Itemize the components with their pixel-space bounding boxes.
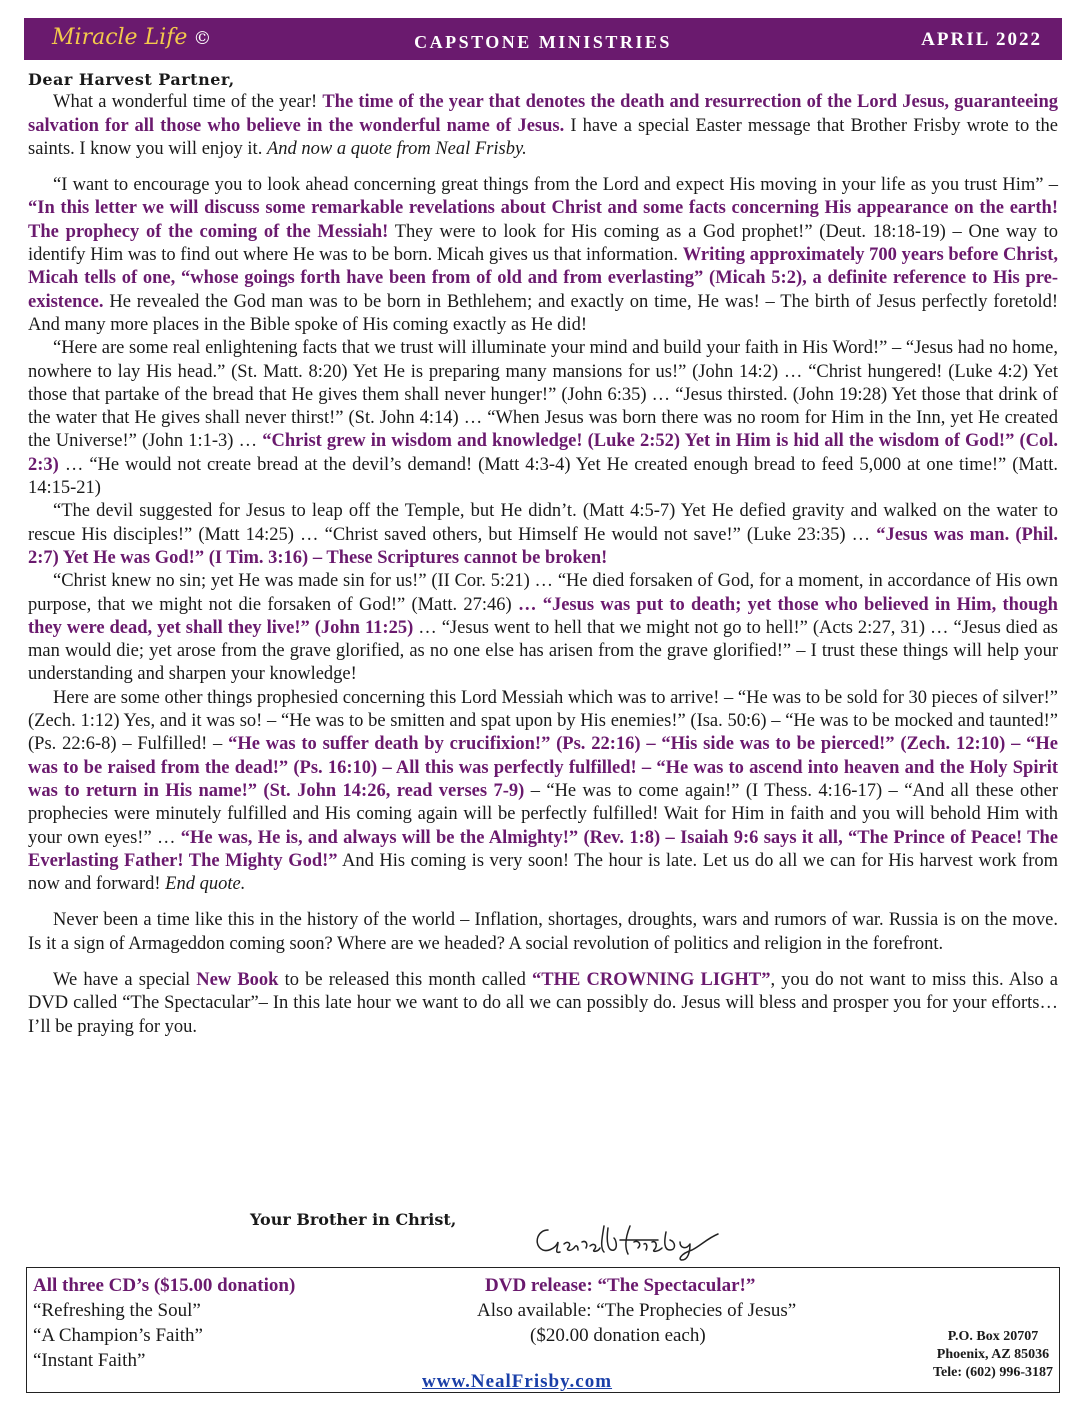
paragraph-7: Never been a time like this in the history of the world – Inflation, shortages, droughts, wars and rumors of war. Russia is on the move. Is it a sign of Armageddon coming soon? Where are we headed? A social revolution of politics and religion in the forefront. — [28, 910, 1058, 954]
copyright-symbol: © — [193, 28, 212, 49]
brand-name: Miracle Life — [52, 25, 188, 50]
cd-item: “Refreshing the Soul” — [33, 1300, 201, 1321]
paragraph-6: Here are some other things prophesied concerning this Lord Messiah which was to arrive! – “He was to be sold for 30 pieces of silver!” (Zech. 1:12) Yes, and it was so! – “He was to be smitten and spat upon by His enemies!” (Isa. 50:6) – “He was to be mocked and taunted!” (Ps. 22:6-8) – Fulfilled! – “He was to suffer death by crucifixion!” (Ps. 22:16) – “His side was to be pierced!” (Zech. 12:10) – “He was to be raised from the dead!” (Ps. 16:10) – All this was perfectly fulfilled! – “He was to ascend into heaven and the Holy Spirit was to return in His name!” (St. John 14:26, read verses 7-9) – “He was to come again!” (I Thess. 4:16-17) – “And all these other prophecies were minutely fulfilled and His coming again will be perfectly fulfilled! Wait for Him in faith and you will behold Him with your own eyes!” … “He was, He is, and always will be the Almighty!” (Rev. 1:8) – Isaiah 9:6 says it all, “The Prince of Peace! The Everlasting Father! The Mighty God!” And His coming is very soon! The hour is late. Let us do all we can for His harvest work from now and forward! End quote. — [28, 687, 1059, 895]
city-line: Phoenix, AZ 85036 — [936, 1347, 1050, 1362]
po-box: P.O. Box 20707 — [947, 1329, 1039, 1344]
paragraph-4: “The devil suggested for Jesus to leap off the Temple, but He didn’t. (Matt 4:5-7) Yet He defied gravity and walked on the water to rescue His disciples!” (Matt 14:25) … “Christ saved others, but Himself He would not save!” (Luke 23:35) … “Jesus was man. (Phil. 2:7) Yet He was God!” (I Tim. 3:16) – These Scriptures cannot be broken! — [28, 501, 1058, 568]
website-link[interactable]: www.NealFrisby.com — [422, 1371, 613, 1392]
mailing-address — [933, 1328, 1053, 1382]
letter-body — [28, 68, 1058, 1039]
phone-number: Tele: (602) 996-3187 — [932, 1365, 1053, 1380]
paragraph-3: “Here are some real enlightening facts that we trust will illuminate your mind and build your faith in His Word!” – “Jesus had no home, nowhere to lay His head.” (St. Matt. 8:20) Yet He is preparing many mansions for us!” (John 14:2) … “Christ hungered! (Luke 4:2) Yet those that partake of the bread that He gives them shall never hunger!” (John 6:35) … “Jesus thirsted. (John 19:28) Yet those that drink of the water that He gives shall never thirst!” (St. John 4:14) … “When Jesus was born there was no room for Him in the Inn, yet He created the Universe!” (John 1:1-3) … “Christ grew in wisdom and knowledge! (Luke 2:52) Yet in Him is hid all the wisdom of God!” (Col. 2:3) … “He would not create bread at the devil’s demand! (Matt 4:3-4) Yet He created enough bread to feed 5,000 at one time!” (Matt. 14:15-21) — [28, 338, 1058, 499]
issue-date: APRIL 2022 — [921, 29, 1042, 50]
paragraph-2: “I want to encourage you to look ahead concerning great things from the Lord and expect His moving in your life as you trust Him” – “In this letter we will discuss some remarkable revelations about Christ and some facts concerning His appearance on the earth! The prophecy of the coming of the Messiah! They were to look for His coming as a God prophet!” (Deut. 18:18-19) – One way to identify Him was to find out where He was to be born. Micah gives us that information. Writing approximately 700 years before Christ, Micah tells of one, “whose goings forth have been from of old and from everlasting” (Micah 5:2), a definite reference to His pre-existence. He revealed the God man was to be born in Bethlehem; and exactly on time, He was! – The birth of Jesus perfectly foretold! And many more places in the Bible spoke of His coming exactly as He did! — [28, 175, 1058, 335]
signature-image — [530, 1218, 730, 1262]
header-banner — [24, 18, 1062, 60]
order-info-box — [26, 1267, 1060, 1393]
cds-heading: All three CD’s ($15.00 donation) — [33, 1275, 296, 1296]
closing-line: Your Brother in Christ, — [250, 1210, 457, 1229]
paragraph-8: We have a special New Book to be released this month called “THE CROWNING LIGHT”, you do not want to miss this. Also a DVD called “The Spectacular”– In this late hour we want to do all we can possibly do. Jesus will bless and prosper you for your efforts… I’ll be praying for you. — [28, 969, 1059, 1037]
paragraph-1: What a wonderful time of the year! The time of the year that denotes the death and resurrection of the Lord Jesus, guaranteeing salvation for all those who believe in the wonderful name of Jesus. I have a special Easter message that Brother Frisby wrote to the saints. I know you will enjoy it. And now a quote from Neal Frisby. — [28, 92, 1058, 159]
paragraph-5: “Christ knew no sin; yet He was made sin for us!” (II Cor. 5:21) … “He died forsaken of God, for a moment, in accordance of His own purpose, that we might not die forsaken of God!” (Matt. 27:46) … “Jesus was put to death; yet those who believed in Him, though they were dead, yet shall they live!” (John 11:25) … “Jesus went to hell that we might not go to hell!” (Acts 2:27, 31) … “Jesus died as man would die; yet arose from the grave glorified, as no one else has arisen from the grave glorified!” – I trust these things will help your understanding and sharpen your knowledge! — [28, 571, 1058, 685]
organization-name: CAPSTONE MINISTRIES — [414, 32, 672, 52]
cd-item: “Instant Faith” — [33, 1350, 146, 1371]
cd-item: “A Champion’s Faith” — [33, 1325, 203, 1346]
greeting: Dear Harvest Partner, — [28, 70, 235, 89]
dvd-price: ($20.00 donation each) — [530, 1325, 706, 1346]
dvd-also-available: Also available: “The Prophecies of Jesus” — [477, 1300, 797, 1321]
dvd-heading: DVD release: “The Spectacular!” — [485, 1275, 756, 1296]
